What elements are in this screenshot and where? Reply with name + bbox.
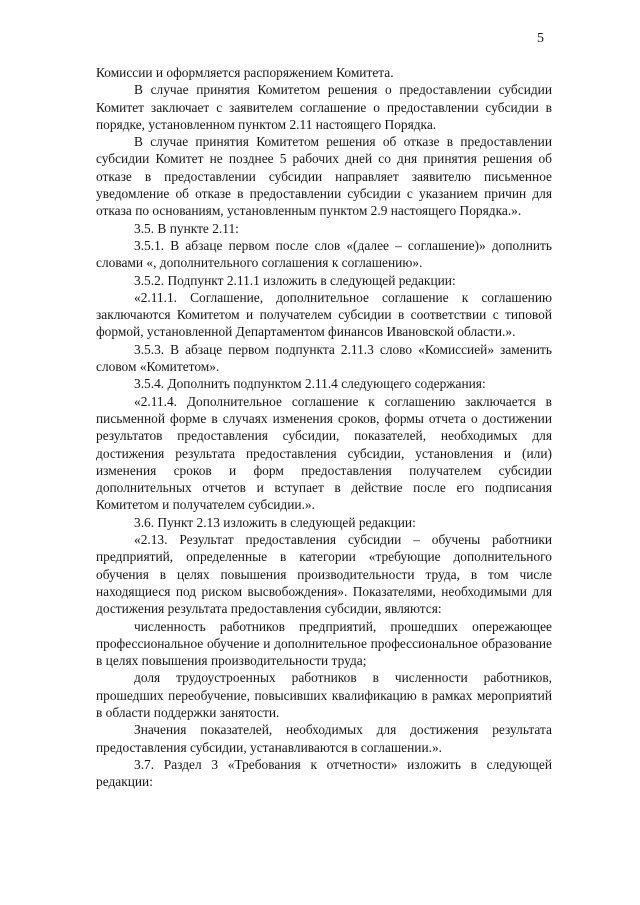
paragraph: Значения показателей, необходимых для достижения результата предоставления субсидии, устанавливаются в соглашении.». xyxy=(96,722,552,755)
paragraph: численность работников предприятий, прошедших опережающее профессиональное обучение и дополнительное профессиональное образование в целях повышения производительности труда; xyxy=(96,618,552,669)
paragraph: 3.7. Раздел 3 «Требования к отчетности» изложить в следующей редакции: xyxy=(96,756,552,790)
paragraph: 3.5.1. В абзаце первом после слов «(далее – соглашение)» дополнить словами «, дополнительного соглашения к соглашению». xyxy=(96,237,552,271)
paragraph: В случае принятия Комитетом решения об отказе в предоставлении субсидии Комитет не позднее 5 рабочих дней со дня принятия решения об отказе в предоставлении субсидии направляет заявителю письменное уведомление об отказе в предоставлении субсидии с указанием причин для отказа по основаниям, установленным пунктом 2.9 настоящего Порядка.». xyxy=(96,134,552,219)
paragraph: «2.13. Результат предоставления субсидии – обучены работники предприятий, определенные в категории «требующие дополнительного обучения в целях повышения производительности труда, в том числе находящиеся под риском высвобождения». Показателями, необходимыми для достижения результата предоставления субсидии, являются: xyxy=(96,532,552,617)
paragraph: 3.5.2. Подпункт 2.11.1 изложить в следующей редакции: xyxy=(134,272,456,288)
page-number: 5 xyxy=(537,31,544,46)
paragraph: 3.5.4. Дополнить подпунктом 2.11.4 следующего содержания: xyxy=(134,376,486,392)
paragraph: В случае принятия Комитетом решения о предоставлении субсидии Комитет заключает с заявителем соглашение о предоставлении субсидии в порядке, установленном пунктом 2.11 настоящего Порядка. xyxy=(96,82,552,132)
paragraph: «2.11.4. Дополнительное соглашение к соглашению заключается в письменной форме в случаях изменения сроков, формы отчета о достижении результатов предоставления субсидии, показателей, необходимых для достижения результата предоставления субсидии, установления и (или) изменения сроков и форм предоставления получателем субсидии дополнительных отчетов и вступает в действие после его подписания Комитетом и получателем субсидии.». xyxy=(96,393,552,513)
document-body xyxy=(96,64,552,790)
paragraph: доля трудоустроенных работников в численности работников, прошедших переобучение, повысивших квалификацию в рамках мероприятий в области поддержки занятости. xyxy=(96,670,552,720)
paragraph: 3.5. В пункте 2.11: xyxy=(134,220,239,236)
paragraph: «2.11.1. Соглашение, дополнительное соглашение к соглашению заключаются Комитетом и получателем субсидии в соответствии с типовой формой, установленной Департаментом финансов Ивановской области.». xyxy=(96,289,552,340)
paragraph: Комиссии и оформляется распоряжением Комитета. xyxy=(96,65,394,80)
paragraph: 3.6. Пункт 2.13 изложить в следующей редакции: xyxy=(134,514,416,530)
paragraph: 3.5.3. В абзаце первом подпункта 2.11.3 слово «Комиссией» заменить словом «Комитетом». xyxy=(96,341,552,375)
